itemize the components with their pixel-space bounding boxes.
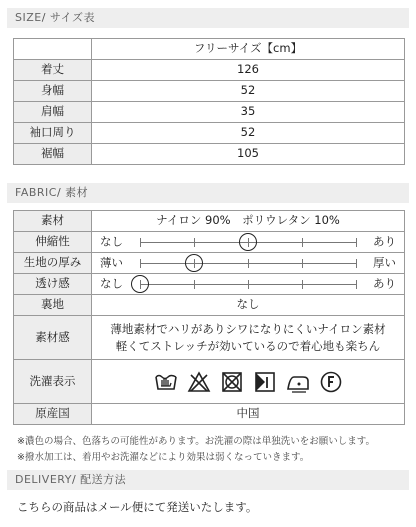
fabric-title-jp: / 素材 <box>56 186 89 199</box>
size-row-value: 105 <box>92 144 405 165</box>
size-table-corner <box>14 39 92 60</box>
size-row-value: 52 <box>92 123 405 144</box>
iron-low-icon <box>286 371 310 393</box>
stretch-left-label: なし <box>100 234 123 249</box>
no-bleach-icon <box>187 371 211 393</box>
fabric-title-en: FABRIC <box>15 186 57 199</box>
fabric-section-header <box>7 183 409 203</box>
delivery-section-header <box>7 470 409 490</box>
material-value: ナイロン 90% ポリウレタン 10% <box>92 211 405 232</box>
thickness-left-label: 薄い <box>100 255 123 270</box>
note-color-fade: ※濃色の場合、色落ちの可能性があります。お洗濯の際は単独洗いをお願いします。 <box>17 436 375 447</box>
care-icons <box>92 360 405 404</box>
texture-line-1: 薄地素材でハリがありシワになりにくいナイロン素材 <box>110 321 386 336</box>
sheer-scale <box>92 274 405 295</box>
thickness-scale <box>92 253 405 274</box>
size-table <box>13 38 405 165</box>
size-row-label: 裾幅 <box>14 144 92 165</box>
size-section-header <box>7 8 409 28</box>
size-row-value: 52 <box>92 81 405 102</box>
sheer-marker <box>131 275 149 293</box>
stretch-label: 伸縮性 <box>14 232 92 253</box>
sheer-left-label: なし <box>100 276 123 291</box>
fabric-table <box>13 210 405 425</box>
stretch-right-label: あり <box>373 234 396 249</box>
size-row-value: 126 <box>92 60 405 81</box>
line-dry-shade-icon <box>253 371 277 393</box>
sheer-label: 透け感 <box>14 274 92 295</box>
lining-label: 裏地 <box>14 295 92 316</box>
note-water-repellent: ※撥水加工は、着用やお洗濯などにより効果は弱くなっていきます。 <box>17 452 310 463</box>
no-tumble-dry-icon <box>220 371 244 393</box>
stretch-marker <box>239 233 257 251</box>
thickness-track <box>140 263 356 264</box>
thickness-label: 生地の厚み <box>14 253 92 274</box>
origin-value: 中国 <box>92 404 405 425</box>
texture-line-2: 軽くてストレッチが効いているので着心地も楽ちん <box>115 338 381 353</box>
lining-value: なし <box>92 295 405 316</box>
sheer-track <box>140 284 356 285</box>
texture-label: 素材感 <box>14 316 92 360</box>
delivery-text: こちらの商品はメール便にて発送いたします。 <box>17 500 258 514</box>
size-row-label: 身幅 <box>14 81 92 102</box>
size-title-jp: / サイズ表 <box>41 11 96 24</box>
stretch-track <box>140 242 356 243</box>
size-row-label: 着丈 <box>14 60 92 81</box>
delivery-title-jp: / 配送方法 <box>71 473 127 486</box>
hand-wash-40-icon <box>154 371 178 393</box>
origin-label: 原産国 <box>14 404 92 425</box>
size-table-header: フリーサイズ【cm】 <box>92 39 405 60</box>
size-row-label: 袖口周り <box>14 123 92 144</box>
thickness-right-label: 厚い <box>373 255 396 270</box>
delivery-title-en: DELIVERY <box>15 473 72 486</box>
sheer-right-label: あり <box>373 276 396 291</box>
size-row-value: 35 <box>92 102 405 123</box>
stretch-scale <box>92 232 405 253</box>
texture-value <box>92 316 405 360</box>
material-label: 素材 <box>14 211 92 232</box>
size-row-label: 肩幅 <box>14 102 92 123</box>
care-label: 洗濯表示 <box>14 360 92 404</box>
size-title-en: SIZE <box>15 11 42 24</box>
thickness-marker <box>185 254 203 272</box>
dry-clean-f-icon <box>319 371 343 393</box>
